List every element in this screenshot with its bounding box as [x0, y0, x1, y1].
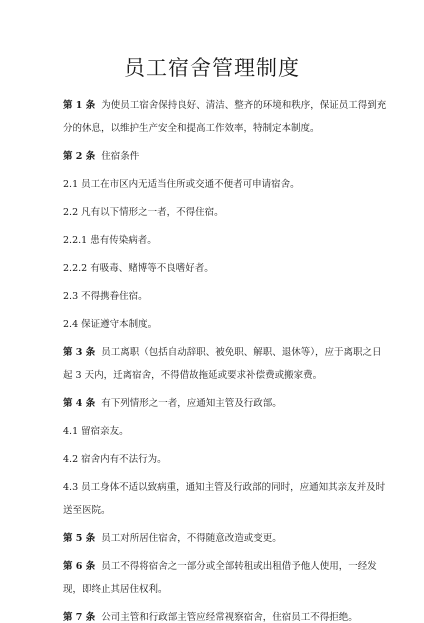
clause-2-1	[63, 176, 367, 190]
article-text: 员工对所居住宿舍，不得随意改造或变更。	[101, 533, 282, 544]
article-label: 第 4 条	[63, 398, 96, 409]
article-6	[63, 558, 377, 572]
clause-text: 2.2.1 患有传染病者。	[63, 235, 157, 246]
clause-text: 2.1 员工在市区内无适当住所或交通不便者可申请宿舍。	[63, 179, 300, 190]
article-label: 第 3 条	[63, 347, 96, 358]
clause-2-2-1	[63, 232, 367, 246]
clause-text: 送至医院。	[63, 505, 111, 516]
article-text: 为使员工宿舍保持良好、清洁、整齐的环境和秩序，保证员工得到充	[101, 100, 387, 111]
article-2	[63, 148, 367, 162]
clause-text: 4.2 宿舍内有不法行为。	[63, 454, 167, 465]
article-text: 起 3 天内，迁离宿舍，不得借故拖延或要求补偿费或搬家费。	[63, 370, 323, 381]
article-1-cont	[63, 120, 367, 134]
article-label: 第 7 条	[63, 612, 96, 623]
article-7	[63, 609, 367, 623]
article-text: 员工不得将宿舍之一部分或全部转租或出租借予他人使用，一经发	[101, 561, 377, 572]
clause-text: 2.3 不得携眷住宿。	[63, 291, 148, 302]
article-1	[63, 97, 387, 111]
article-label: 第 6 条	[63, 561, 96, 572]
clause-4-3	[63, 479, 386, 493]
article-text: 员工离职（包括自动辞职、被免职、解职、退休等），应于离职之日	[101, 347, 382, 358]
clause-text: 2.2.2 有吸毒、赌博等不良嗜好者。	[63, 263, 214, 274]
clause-2-3	[63, 288, 367, 302]
article-4	[63, 395, 367, 409]
article-5	[63, 530, 367, 544]
article-text: 分的休息，以维护生产安全和提高工作效率，特制定本制度。	[63, 123, 320, 134]
clause-2-2	[63, 204, 367, 218]
clause-2-2-2	[63, 260, 367, 274]
document-title: 员工宿舍管理制度	[124, 56, 300, 80]
clause-2-4	[63, 316, 367, 330]
article-label: 第 1 条	[63, 100, 96, 111]
clause-4-2	[63, 451, 367, 465]
article-text: 现，即终止其居住权利。	[63, 584, 168, 595]
article-label: 第 2 条	[63, 151, 96, 162]
clause-text: 2.4 保证遵守本制度。	[63, 319, 158, 330]
clause-4-1	[63, 423, 367, 437]
article-text: 公司主管和行政部主管应经常视察宿舍，住宿员工不得拒绝。	[101, 612, 358, 623]
article-6-cont	[63, 581, 367, 595]
article-text: 有下列情形之一者，应通知主管及行政部。	[101, 398, 282, 409]
article-3-cont	[63, 367, 367, 381]
clause-4-3-cont	[63, 502, 367, 516]
clause-text: 4.3 员工身体不适以致病重，通知主管及行政部的同时，应通知其亲友并及时	[63, 482, 386, 493]
document-body	[63, 97, 387, 623]
article-text: 住宿条件	[101, 151, 140, 162]
clause-text: 2.2 凡有以下情形之一者，不得住宿。	[63, 207, 224, 218]
article-label: 第 5 条	[63, 533, 96, 544]
clause-text: 4.1 留宿亲友。	[63, 426, 129, 437]
article-3	[63, 344, 382, 358]
